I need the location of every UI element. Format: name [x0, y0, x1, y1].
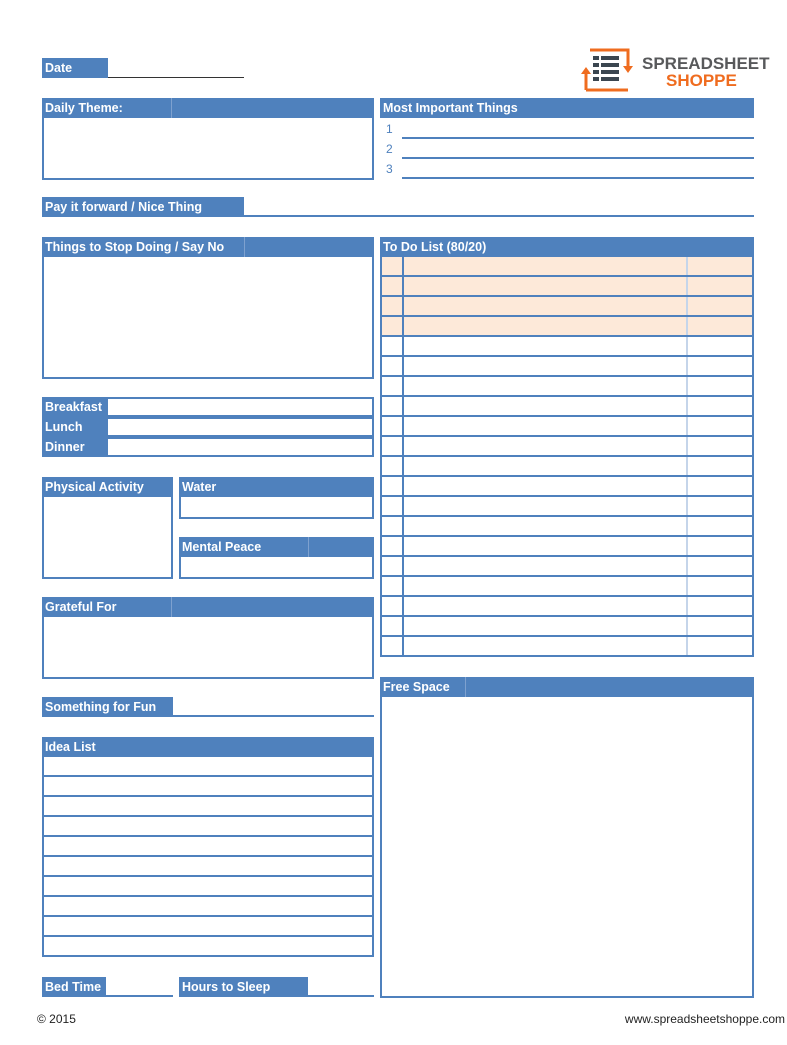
breakfast-label: Breakfast	[42, 397, 108, 417]
idea-list-row[interactable]	[42, 817, 374, 837]
todo-column-divider	[686, 397, 688, 415]
todo-row[interactable]	[380, 337, 754, 357]
todo-row[interactable]	[380, 637, 754, 657]
todo-row[interactable]	[380, 537, 754, 557]
idea-list-row[interactable]	[42, 837, 374, 857]
lunch-label: Lunch	[42, 417, 108, 437]
pay-it-forward-header: Pay it forward / Nice Thing	[42, 197, 244, 217]
idea-list-row[interactable]	[42, 757, 374, 777]
grateful-field[interactable]	[42, 617, 374, 679]
mit-field-2[interactable]	[402, 157, 754, 159]
todo-column-divider	[686, 277, 688, 295]
date-label: Date	[42, 58, 108, 78]
idea-list-row[interactable]	[42, 937, 374, 957]
todo-checkbox-divider	[402, 357, 404, 375]
bed-time-label: Bed Time	[42, 977, 106, 997]
physical-activity-field[interactable]	[42, 497, 173, 579]
grateful-header: Grateful For	[42, 597, 374, 617]
idea-list-row[interactable]	[42, 857, 374, 877]
todo-column-divider	[686, 357, 688, 375]
todo-column-divider	[686, 437, 688, 455]
most-important-header: Most Important Things	[380, 98, 754, 118]
todo-row[interactable]	[380, 277, 754, 297]
hours-to-sleep-label: Hours to Sleep	[179, 977, 308, 997]
fun-header: Something for Fun	[42, 697, 173, 717]
date-field[interactable]	[108, 77, 244, 78]
mental-peace-header: Mental Peace	[179, 537, 374, 557]
todo-checkbox-divider	[402, 517, 404, 535]
water-header: Water	[179, 477, 374, 497]
todo-row[interactable]	[380, 397, 754, 417]
dinner-label: Dinner	[42, 437, 108, 457]
todo-row[interactable]	[380, 257, 754, 277]
todo-checkbox-divider	[402, 537, 404, 555]
todo-row[interactable]	[380, 617, 754, 637]
todo-checkbox-divider	[402, 397, 404, 415]
stop-doing-field[interactable]	[42, 257, 374, 379]
daily-theme-header: Daily Theme:	[42, 98, 374, 118]
mit-field-3[interactable]	[402, 177, 754, 179]
mental-peace-field[interactable]	[179, 557, 374, 579]
mit-number-1: 1	[386, 122, 393, 136]
free-space-header: Free Space	[380, 677, 754, 697]
idea-list-row[interactable]	[42, 877, 374, 897]
free-space-field[interactable]	[380, 697, 754, 998]
website: www.spreadsheetshoppe.com	[624, 1012, 785, 1026]
idea-list-header: Idea List	[42, 737, 374, 757]
todo-column-divider	[686, 417, 688, 435]
idea-list-row[interactable]	[42, 797, 374, 817]
todo-checkbox-divider	[402, 637, 404, 655]
todo-row[interactable]	[380, 437, 754, 457]
dinner-field[interactable]	[108, 437, 374, 457]
todo-checkbox-divider	[402, 477, 404, 495]
logo	[580, 46, 770, 94]
idea-list-row[interactable]	[42, 917, 374, 937]
todo-checkbox-divider	[402, 417, 404, 435]
todo-column-divider	[686, 257, 688, 275]
fun-field[interactable]	[173, 715, 374, 717]
todo-column-divider	[686, 637, 688, 655]
todo-column-divider	[686, 497, 688, 515]
todo-checkbox-divider	[402, 297, 404, 315]
todo-column-divider	[686, 577, 688, 595]
todo-checkbox-divider	[402, 277, 404, 295]
todo-row[interactable]	[380, 317, 754, 337]
daily-theme-field[interactable]	[42, 118, 374, 180]
todo-column-divider	[686, 537, 688, 555]
todo-checkbox-divider	[402, 377, 404, 395]
water-field[interactable]	[179, 497, 374, 519]
todo-row[interactable]	[380, 297, 754, 317]
stop-doing-header: Things to Stop Doing / Say No	[42, 237, 374, 257]
todo-row[interactable]	[380, 517, 754, 537]
todo-column-divider	[686, 317, 688, 335]
spreadsheet-logo-icon	[580, 46, 636, 94]
todo-checkbox-divider	[402, 597, 404, 615]
todo-header: To Do List (80/20)	[380, 237, 754, 257]
pay-it-forward-field[interactable]	[244, 215, 754, 217]
idea-list-row[interactable]	[42, 777, 374, 797]
todo-row[interactable]	[380, 597, 754, 617]
todo-row[interactable]	[380, 497, 754, 517]
physical-activity-header: Physical Activity	[42, 477, 173, 497]
todo-row[interactable]	[380, 457, 754, 477]
todo-column-divider	[686, 597, 688, 615]
breakfast-field[interactable]	[108, 397, 374, 417]
logo-line1: SPREADSHEET	[642, 54, 770, 73]
bed-time-field[interactable]	[106, 995, 173, 997]
todo-column-divider	[686, 477, 688, 495]
todo-column-divider	[686, 557, 688, 575]
todo-row[interactable]	[380, 577, 754, 597]
todo-column-divider	[686, 457, 688, 475]
todo-checkbox-divider	[402, 257, 404, 275]
mit-number-3: 3	[386, 162, 393, 176]
todo-checkbox-divider	[402, 337, 404, 355]
idea-list-row[interactable]	[42, 897, 374, 917]
todo-checkbox-divider	[402, 437, 404, 455]
todo-checkbox-divider	[402, 497, 404, 515]
todo-checkbox-divider	[402, 577, 404, 595]
todo-row[interactable]	[380, 357, 754, 377]
todo-column-divider	[686, 337, 688, 355]
hours-to-sleep-field[interactable]	[308, 995, 374, 997]
logo-line2: SHOPPE	[666, 71, 737, 90]
mit-number-2: 2	[386, 142, 393, 156]
todo-row[interactable]	[380, 417, 754, 437]
todo-column-divider	[686, 377, 688, 395]
copyright: © 2015	[37, 1012, 76, 1026]
todo-row[interactable]	[380, 477, 754, 497]
todo-column-divider	[686, 297, 688, 315]
todo-checkbox-divider	[402, 317, 404, 335]
lunch-field[interactable]	[108, 417, 374, 437]
todo-row[interactable]	[380, 557, 754, 577]
todo-row[interactable]	[380, 377, 754, 397]
todo-checkbox-divider	[402, 557, 404, 575]
todo-column-divider	[686, 617, 688, 635]
todo-checkbox-divider	[402, 617, 404, 635]
mit-field-1[interactable]	[402, 137, 754, 139]
todo-column-divider	[686, 517, 688, 535]
todo-checkbox-divider	[402, 457, 404, 475]
